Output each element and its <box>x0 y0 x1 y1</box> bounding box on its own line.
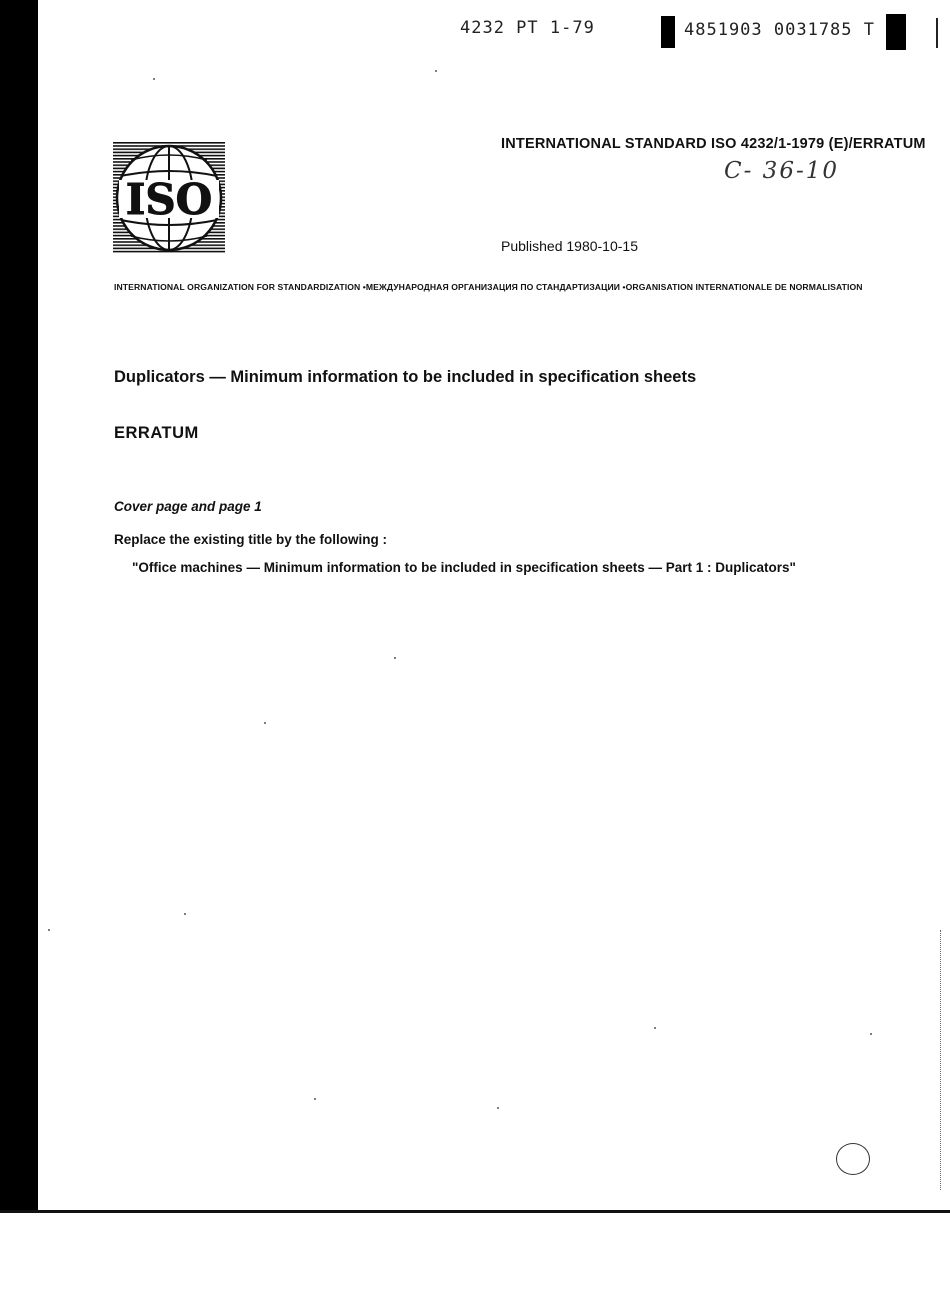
document-code: 4232 PT 1-79 <box>460 18 595 38</box>
barcode-mark <box>886 14 906 50</box>
scan-edge-dots <box>940 930 942 1190</box>
scan-speck <box>435 70 437 72</box>
scan-speck <box>153 78 155 80</box>
scan-speck <box>314 1098 316 1100</box>
iso-globe-logo-icon <box>113 142 225 254</box>
scan-border-bottom <box>0 1210 950 1213</box>
replace-instruction: Replace the existing title by the following : <box>114 532 388 547</box>
scan-speck <box>394 657 396 659</box>
standard-title: INTERNATIONAL STANDARD ISO 4232/1-1979 (E)/ERRATUM <box>501 136 926 152</box>
barcode-mark <box>661 16 675 48</box>
replacement-title: "Office machines — Minimum information to be included in specification sheets — Part 1 : Duplicators" <box>132 560 796 575</box>
scan-speck <box>264 722 266 724</box>
erratum-heading: ERRATUM <box>114 424 199 442</box>
scan-speck <box>184 913 186 915</box>
stamp-circle <box>836 1143 870 1175</box>
scan-speck <box>870 1033 872 1035</box>
scan-border-left <box>0 0 38 1213</box>
catalog-number: 4851903 0031785 T <box>684 20 875 40</box>
cover-page-label: Cover page and page 1 <box>114 499 262 514</box>
scan-mark-right <box>936 18 938 48</box>
organization-line: INTERNATIONAL ORGANIZATION FOR STANDARDIZATION •МЕЖДУНАРОДНАЯ ОРГАНИЗАЦИЯ ПО СТАНДАРТИЗАЦИИ •ORGANISATION INTERNATIONALE DE NORMALISATION <box>114 282 863 292</box>
svg-text:ISO: ISO <box>125 175 213 224</box>
scan-speck <box>497 1107 499 1109</box>
handwritten-reference: C- 36-10 <box>724 158 839 184</box>
published-date: Published 1980-10-15 <box>501 238 638 254</box>
scan-speck <box>654 1027 656 1029</box>
document-title: Duplicators — Minimum information to be included in specification sheets <box>114 368 697 386</box>
scan-speck <box>48 929 50 931</box>
